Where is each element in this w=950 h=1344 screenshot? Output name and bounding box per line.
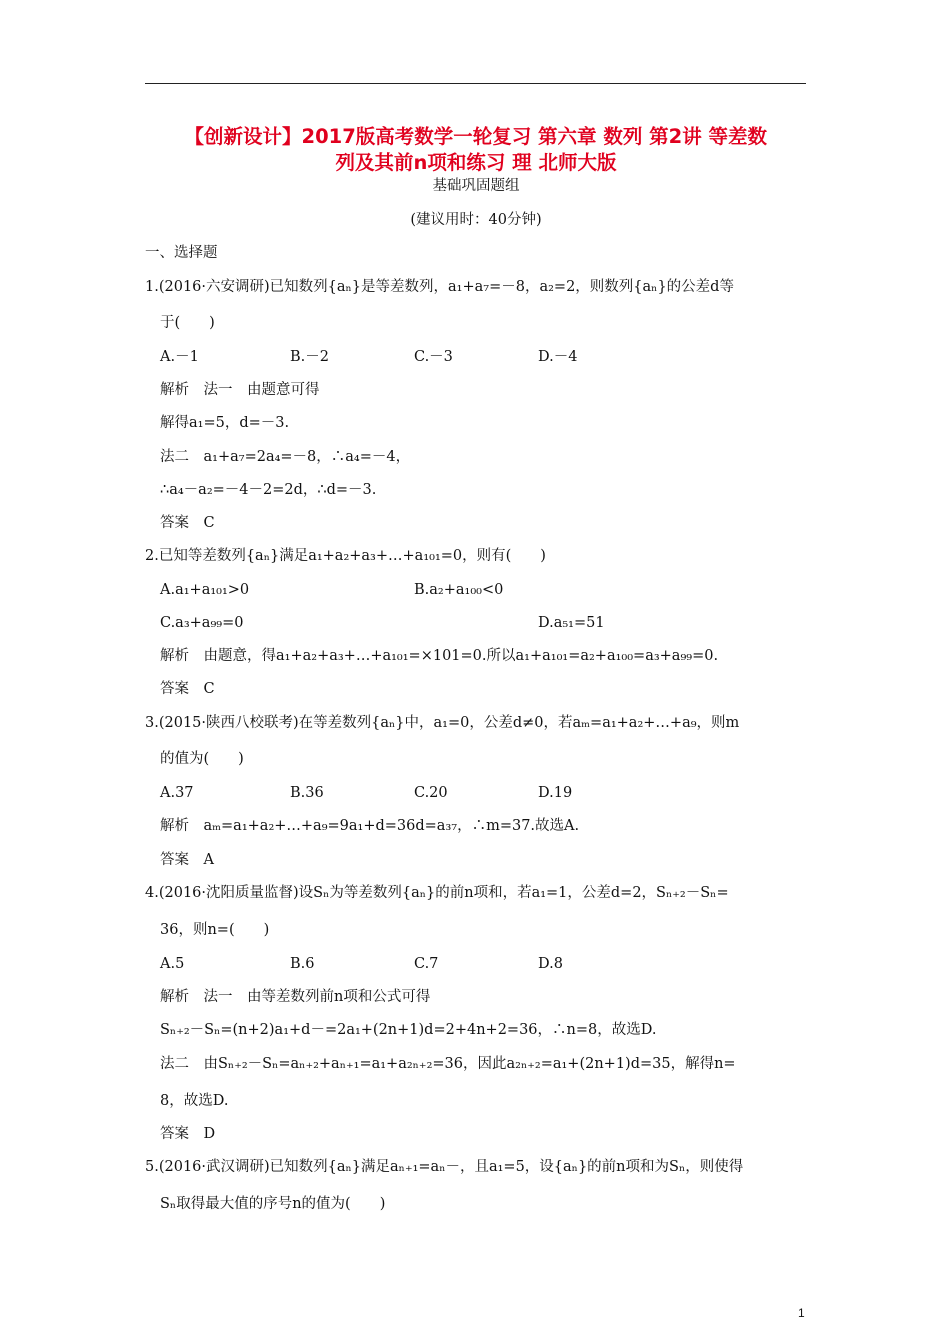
section-heading: 一、选择题: [145, 245, 218, 261]
q5-stem-line-1: 5.(2016·武汉调研)已知数列{aₙ}满足aₙ₊₁=aₙ－，且a₁=5，设{aₙ}的前n项和为Sₙ，则使得: [145, 1159, 744, 1175]
q4-analysis-1: 解析 法一 由等差数列前n项和公式可得: [160, 989, 431, 1005]
q3-option-a: A.37: [160, 785, 194, 801]
q1-stem-line-2: 于( ): [160, 315, 215, 331]
q4-analysis-2: Sₙ₊₂－Sₙ=(n+2)a₁+d－=2a₁+(2n+1)d=2+4n+2=36，∴n=8，故选D.: [160, 1022, 657, 1038]
q1-analysis-3: 法二 a₁+a₇=2a₄=－8，∴a₄=－4，: [160, 449, 411, 465]
q3-option-b: B.36: [290, 785, 324, 801]
q4-option-d: D.8: [538, 956, 563, 972]
q1-option-a: A.－1: [160, 349, 199, 365]
q2-option-b: B.a₂+a₁₀₀<0: [414, 582, 504, 598]
q3-option-c: C.20: [414, 785, 448, 801]
q1-stem-line-1: 1.(2016·六安调研)已知数列{aₙ}是等差数列，a₁+a₇=－8，a₂=2，则数列{aₙ}的公差d等: [145, 279, 734, 295]
q4-answer: 答案 D: [160, 1126, 216, 1142]
q2-stem: 2.已知等差数列{aₙ}满足a₁+a₂+a₃+…+a₁₀₁=0，则有( ): [145, 548, 546, 564]
q4-analysis-3: 法二 由Sₙ₊₂－Sₙ=aₙ₊₂+aₙ₊₁=a₁+a₂ₙ₊₂=36，因此a₂ₙ₊₂=a₁+(2n+1)d=35，解得n=: [160, 1056, 736, 1072]
q3-analysis: 解析 aₘ=a₁+a₂+…+a₉=9a₁+d=36d=a₃₇，∴m=37.故选A.: [160, 818, 580, 834]
q4-stem-line-2: 36，则n=( ): [160, 922, 270, 938]
time-note: (建议用时：40分钟): [410, 212, 542, 228]
q2-analysis: 解析 由题意，得a₁+a₂+a₃+…+a₁₀₁=×101=0.所以a₁+a₁₀₁=a₂+a₁₀₀=a₃+a₉₉=0.: [160, 648, 719, 664]
q4-option-b: B.6: [290, 956, 315, 972]
q4-stem-line-1: 4.(2016·沈阳质量监督)设Sₙ为等差数列{aₙ}的前n项和，若a₁=1，公差d=2，Sₙ₊₂－Sₙ=: [145, 885, 729, 901]
q1-option-d: D.－4: [538, 349, 578, 365]
subtitle: 基础巩固题组: [432, 178, 520, 194]
q2-option-a: A.a₁+a₁₀₁>0: [160, 582, 250, 598]
page-number: 1: [798, 1306, 805, 1320]
q2-option-c: C.a₃+a₉₉=0: [160, 615, 244, 631]
q1-analysis-1: 解析 法一 由题意可得: [160, 382, 320, 398]
q5-stem-line-2: Sₙ取得最大值的序号n的值为( ): [160, 1196, 386, 1212]
q2-option-d: D.a₅₁=51: [538, 615, 605, 631]
q1-option-c: C.－3: [414, 349, 453, 365]
q1-analysis-4: ∴a₄－a₂=－4－2=2d，∴d=－3.: [160, 482, 377, 498]
q2-answer: 答案 C: [160, 681, 215, 697]
q4-option-a: A.5: [160, 956, 185, 972]
q4-analysis-4: 8，故选D.: [160, 1093, 229, 1109]
q3-answer: 答案 A: [160, 852, 214, 868]
header-rule: [145, 83, 806, 84]
q1-answer: 答案 C: [160, 515, 215, 531]
q3-stem-line-1: 3.(2015·陕西八校联考)在等差数列{aₙ}中，a₁=0，公差d≠0，若aₘ=a₁+a₂+…+a₉，则m: [145, 715, 740, 731]
q3-option-d: D.19: [538, 785, 573, 801]
q3-stem-line-2: 的值为( ): [160, 751, 244, 767]
q4-option-c: C.7: [414, 956, 439, 972]
q1-analysis-2: 解得a₁=5，d=－3.: [160, 415, 290, 431]
doc-title-line-1: 【创新设计】2017版高考数学一轮复习 第六章 数列 第2讲 等差数: [184, 125, 767, 148]
q1-option-b: B.－2: [290, 349, 329, 365]
doc-title-line-2: 列及其前n项和练习 理 北师大版: [335, 151, 617, 174]
